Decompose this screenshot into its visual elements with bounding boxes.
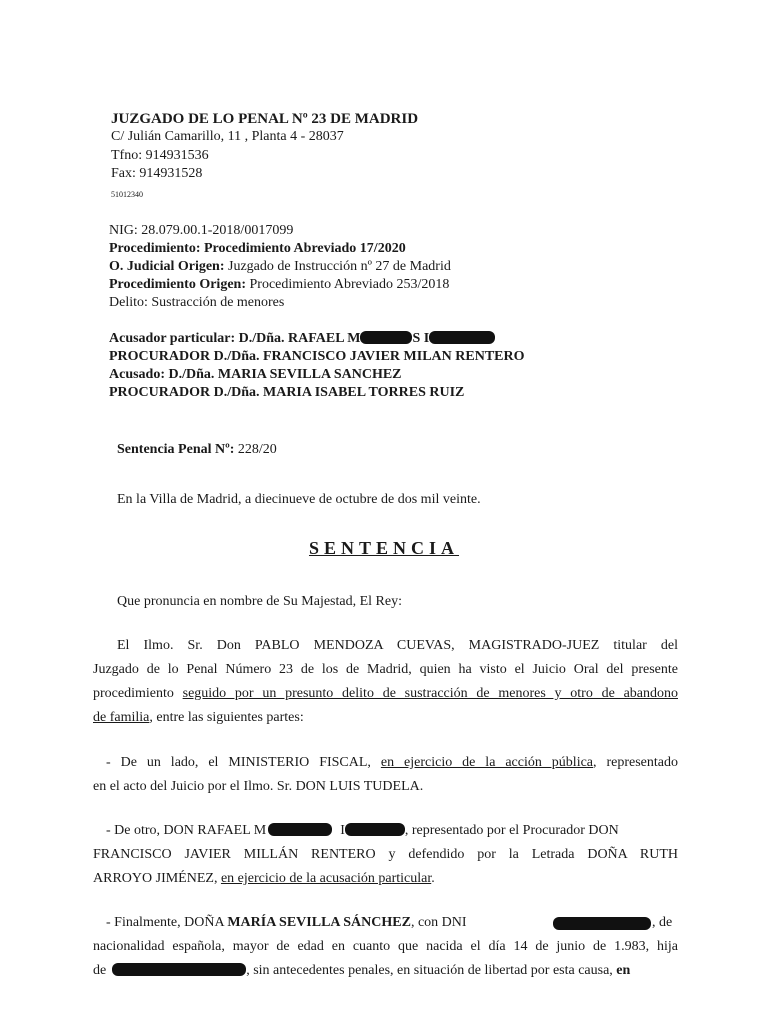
sentencia-label: Sentencia Penal Nº: [117, 442, 235, 457]
case-nig: NIG: 28.079.00.1-2018/0017099 [109, 223, 294, 238]
para3-line3 [93, 870, 435, 888]
origen-value: Juzgado de Instrucción nº 27 de Madrid [228, 259, 451, 274]
para3-line1-a: - De otro, DON RAFAEL M [106, 823, 267, 838]
para4-line1-c: , con DNI [410, 915, 467, 930]
para4-line3-b: , sin antecedentes penales, en situación de libertad por esta causa, [246, 963, 613, 978]
party-acusado: Acusado: D./Dña. MARIA SEVILLA SANCHEZ [109, 367, 402, 382]
acusador-text: Acusador particular: D./Dña. RAFAEL M [109, 331, 361, 346]
para2-line2: en el acto del Juicio por el Ilmo. Sr. DON LUIS TUDELA. [93, 779, 424, 794]
court-address: C/ Julián Camarillo, 11 , Planta 4 - 28037 [111, 129, 344, 144]
para4-line3-end: en [612, 963, 631, 978]
acusador-mid: S I [412, 331, 430, 346]
case-proc-origen [109, 276, 449, 294]
para1-line1: El Ilmo. Sr. Don PABLO MENDOZA CUEVAS, MAGISTRADO-JUEZ titular del [117, 638, 678, 653]
origen-label: O. Judicial Origen: [109, 259, 225, 274]
court-name: JUZGADO DE LO PENAL Nº 23 DE MADRID [111, 111, 419, 127]
case-delito: Delito: Sustracción de menores [109, 295, 285, 310]
proc-origen-label: Procedimiento Origen: [109, 277, 246, 292]
procedimiento-value: Procedimiento Abreviado 17/2020 [204, 241, 406, 256]
court-phone: Tfno: 914931536 [111, 148, 209, 163]
para4-line1 [106, 914, 467, 932]
procedimiento-label: Procedimiento: [109, 241, 201, 256]
court-code: 51012340 [111, 190, 143, 199]
para1-line4 [93, 709, 304, 727]
para3-line3-c: . [431, 871, 435, 886]
date-line: En la Villa de Madrid, a diecinueve de octubre de dos mil veinte. [117, 492, 481, 507]
para1-line2: Juzgado de lo Penal Número 23 de los de Madrid, quien ha visto el Juicio Oral del presente [93, 662, 678, 677]
para3-line1 [106, 822, 678, 840]
para4-line1-a: - Finalmente, DOÑA [106, 915, 228, 930]
para4-line3 [93, 962, 630, 980]
para2-line1-a: - De un lado, el MINISTERIO FISCAL, [106, 755, 381, 770]
sentencia-value: 228/20 [234, 442, 277, 457]
case-origen [109, 258, 451, 276]
document-title: SENTENCIA [308, 538, 460, 558]
para3-line3-a: ARROYO JIMÉNEZ, [93, 871, 221, 886]
proc-origen-value: Procedimiento Abreviado 253/2018 [249, 277, 450, 292]
para3-line1-b: I [340, 823, 345, 838]
para1-line4-b: , entre las siguientes partes: [149, 710, 304, 725]
para3-line2: FRANCISCO JAVIER MILLÁN RENTERO y defendido por la Letrada DOÑA RUTH [93, 847, 678, 862]
para1-line3-a: procedimiento [93, 686, 183, 701]
para4-line2: nacionalidad española, mayor de edad en cuanto que nacida el día 14 de junio de 1.983, hija [93, 939, 678, 954]
para2-line1-underlined: en ejercicio de la acción pública [380, 755, 594, 770]
intro-line: Que pronuncia en nombre de Su Majestad, El Rey: [117, 594, 402, 609]
para1-line3 [93, 685, 678, 703]
para2-line1 [106, 754, 678, 772]
para1-line4-underlined: de familia [93, 710, 150, 725]
party-procurador-1: PROCURADOR D./Dña. FRANCISCO JAVIER MILAN RENTERO [109, 349, 525, 364]
para4-line3-a: de [93, 963, 107, 978]
para4-line1-name: MARÍA SEVILLA SÁNCHEZ [227, 915, 411, 930]
para4-line1-end: , de [652, 915, 673, 930]
redaction-mark [360, 331, 412, 344]
para2-line1-c: , representado [593, 755, 678, 770]
party-acusador [109, 330, 495, 348]
sentencia-number [117, 441, 277, 459]
para1-line3-underlined: seguido por un presunto delito de sustracción de menores y otro de abandono [182, 686, 678, 701]
redaction-mark [429, 331, 495, 344]
redaction-mark [268, 823, 332, 836]
case-procedimiento [109, 240, 406, 258]
redaction-mark [345, 823, 405, 836]
redaction-mark [112, 963, 246, 976]
party-procurador-2: PROCURADOR D./Dña. MARIA ISABEL TORRES RUIZ [109, 385, 465, 400]
court-fax: Fax: 914931528 [111, 166, 203, 181]
redaction-mark [553, 917, 651, 930]
para3-line1-c: , representado por el Procurador DON [404, 823, 619, 838]
para3-line3-underlined: en ejercicio de la acusación particular [220, 871, 432, 886]
